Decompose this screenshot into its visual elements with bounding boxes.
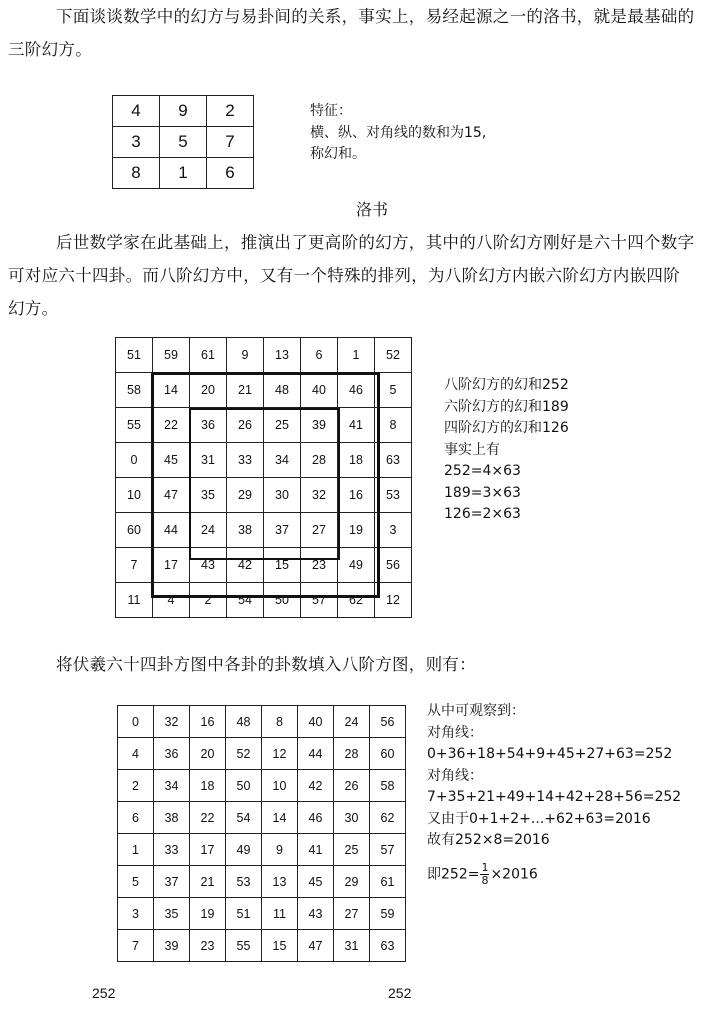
magic-square-cell: 12 bbox=[375, 583, 412, 618]
grid-row bbox=[116, 338, 412, 373]
magic-square-cell: 15 bbox=[264, 548, 301, 583]
magic-square-cell: 60 bbox=[116, 513, 153, 548]
fuxi-square-cell: 3 bbox=[118, 898, 154, 930]
magic-square-cell: 14 bbox=[153, 373, 190, 408]
fuxi-square-cell: 57 bbox=[370, 834, 406, 866]
fraction bbox=[480, 862, 489, 887]
fuxi-note: 从中可观察到： bbox=[427, 703, 525, 719]
fuxi-square-cell: 35 bbox=[154, 898, 190, 930]
luoshu-cell: 8 bbox=[113, 158, 160, 189]
fuxi-square-cell: 45 bbox=[298, 866, 334, 898]
fuxi-square-cell: 13 bbox=[262, 866, 298, 898]
magic-square-cell: 27 bbox=[301, 513, 338, 548]
fuxi-square-cell: 38 bbox=[154, 802, 190, 834]
magic-square-cell: 45 bbox=[153, 443, 190, 478]
magic-square-cell: 28 bbox=[301, 443, 338, 478]
fuxi-square-cell: 63 bbox=[370, 930, 406, 962]
fuxi-square-8-grid bbox=[117, 705, 406, 962]
fuxi-square-cell: 14 bbox=[262, 802, 298, 834]
fuxi-square-cell: 58 bbox=[370, 770, 406, 802]
fuxi-note: 对角线： bbox=[427, 724, 483, 741]
fuxi-square-cell: 40 bbox=[298, 706, 334, 738]
magic-square-cell: 50 bbox=[264, 583, 301, 618]
fuxi-square-cell: 7 bbox=[118, 930, 154, 962]
magic-square-cell: 8 bbox=[375, 408, 412, 443]
fuxi-square-cell: 19 bbox=[190, 898, 226, 930]
fuxi-square-cell: 44 bbox=[298, 738, 334, 770]
paragraph-2-line-3: 幻方。 bbox=[8, 299, 59, 318]
paragraph-2-line-2: 可对应六十四卦。而八阶幻方中，又有一个特殊的排列，为八阶幻方内嵌六阶幻方内嵌四阶 bbox=[8, 266, 680, 285]
luoshu-cell: 6 bbox=[207, 158, 254, 189]
magic-square-cell: 47 bbox=[153, 478, 190, 513]
fuxi-square-cell: 16 bbox=[190, 706, 226, 738]
magic-square-cell: 30 bbox=[264, 478, 301, 513]
magic-square-cell: 51 bbox=[116, 338, 153, 373]
magic-square-cell: 13 bbox=[264, 338, 301, 373]
magic-square-cell: 33 bbox=[227, 443, 264, 478]
fuxi-note: 0+36+18+54+9+45+27+63=252 bbox=[427, 746, 673, 762]
fuxi-square-cell: 5 bbox=[118, 866, 154, 898]
fuxi-square-cell: 20 bbox=[190, 738, 226, 770]
fuxi-square-cell: 60 bbox=[370, 738, 406, 770]
fuxi-square-cell: 48 bbox=[226, 706, 262, 738]
grid-row bbox=[118, 802, 406, 834]
fuxi-square-cell: 41 bbox=[298, 834, 334, 866]
fuxi-square-cell: 6 bbox=[118, 802, 154, 834]
magic-square-cell: 5 bbox=[375, 373, 412, 408]
luoshu-caption: 洛书 bbox=[356, 200, 389, 219]
fuxi-square-cell: 9 bbox=[262, 834, 298, 866]
fuxi-square-cell: 59 bbox=[370, 898, 406, 930]
magic-square-8-grid bbox=[115, 337, 412, 618]
magic-square-cell: 46 bbox=[338, 373, 375, 408]
paragraph-3-text: 将伏羲六十四卦方图中各卦的卦数填入八阶方图，则有： bbox=[56, 655, 476, 674]
fuxi-square-cell: 34 bbox=[154, 770, 190, 802]
fuxi-square-cell: 1 bbox=[118, 834, 154, 866]
magic-square-cell: 23 bbox=[301, 548, 338, 583]
magic-square-cell: 52 bbox=[375, 338, 412, 373]
magic-square-cell: 16 bbox=[338, 478, 375, 513]
luoshu-cell: 4 bbox=[113, 96, 160, 127]
magic-square-cell: 20 bbox=[190, 373, 227, 408]
magic-square-cell: 2 bbox=[190, 583, 227, 618]
magic-square-cell: 34 bbox=[264, 443, 301, 478]
magic-square-cell: 4 bbox=[153, 583, 190, 618]
magic-square-notes bbox=[444, 375, 569, 526]
magic-note: 126=2×63 bbox=[444, 506, 521, 522]
magic-square-cell: 44 bbox=[153, 513, 190, 548]
grid-row bbox=[113, 96, 254, 127]
magic-square-cell: 9 bbox=[227, 338, 264, 373]
grid-row bbox=[116, 548, 412, 583]
fuxi-square-cell: 52 bbox=[226, 738, 262, 770]
magic-square-cell: 53 bbox=[375, 478, 412, 513]
fuxi-square-cell: 46 bbox=[298, 802, 334, 834]
fuxi-square-cell: 30 bbox=[334, 802, 370, 834]
magic-square-cell: 35 bbox=[190, 478, 227, 513]
main-diagonal-sum-label: 252 bbox=[388, 985, 412, 1001]
magic-note: 189=3×63 bbox=[444, 484, 521, 501]
magic-square-cell: 26 bbox=[227, 408, 264, 443]
magic-square-cell: 59 bbox=[153, 338, 190, 373]
fuxi-square-cell: 8 bbox=[262, 706, 298, 738]
fuxi-square-cell: 2 bbox=[118, 770, 154, 802]
magic-square-cell: 24 bbox=[190, 513, 227, 548]
fraction-numerator: 1 bbox=[481, 860, 489, 874]
magic-square-cell: 7 bbox=[116, 548, 153, 583]
luoshu-cell: 1 bbox=[160, 158, 207, 189]
luoshu-note: 特征： bbox=[310, 103, 352, 119]
magic-square-cell: 10 bbox=[116, 478, 153, 513]
fuxi-square-cell: 28 bbox=[334, 738, 370, 770]
magic-square-cell: 11 bbox=[116, 583, 153, 618]
fuxi-note: 对角线： bbox=[427, 767, 483, 784]
fuxi-square-cell: 10 bbox=[262, 770, 298, 802]
magic-square-cell: 37 bbox=[264, 513, 301, 548]
magic-square-cell: 21 bbox=[227, 373, 264, 408]
fuxi-square-cell: 31 bbox=[334, 930, 370, 962]
magic-square-cell: 0 bbox=[116, 443, 153, 478]
grid-row bbox=[118, 866, 406, 898]
fuxi-final-equation bbox=[427, 862, 681, 887]
fuxi-square-cell: 4 bbox=[118, 738, 154, 770]
magic-square-cell: 36 bbox=[190, 408, 227, 443]
intro-line-1: 下面谈谈数学中的幻方与易卦间的关系，事实上，易经起源之一的洛书，就是最基础的 bbox=[56, 7, 695, 26]
luoshu-cell: 2 bbox=[207, 96, 254, 127]
fuxi-note: 故有252×8=2016 bbox=[427, 832, 550, 848]
luoshu-cell: 3 bbox=[113, 127, 160, 158]
fuxi-square-cell: 55 bbox=[226, 930, 262, 962]
magic-square-cell: 31 bbox=[190, 443, 227, 478]
fuxi-square-cell: 47 bbox=[298, 930, 334, 962]
fuxi-square-cell: 25 bbox=[334, 834, 370, 866]
grid-row bbox=[116, 513, 412, 548]
grid-row bbox=[116, 443, 412, 478]
fuxi-square-cell: 21 bbox=[190, 866, 226, 898]
fuxi-square-cell: 17 bbox=[190, 834, 226, 866]
luoshu-note: 横、纵、对角线的数和为15, bbox=[310, 124, 487, 141]
luoshu-grid bbox=[112, 95, 254, 189]
magic-square-cell: 42 bbox=[227, 548, 264, 583]
anti-diagonal-sum-label: 252 bbox=[92, 985, 116, 1001]
magic-square-cell: 56 bbox=[375, 548, 412, 583]
magic-square-cell: 41 bbox=[338, 408, 375, 443]
fraction-denominator: 8 bbox=[481, 873, 489, 887]
paragraph-3 bbox=[8, 648, 698, 681]
magic-square-cell: 38 bbox=[227, 513, 264, 548]
grid-row bbox=[116, 408, 412, 443]
luoshu-notes bbox=[310, 101, 486, 166]
fuxi-note: 又由于0+1+2+...+62+63=2016 bbox=[427, 810, 651, 827]
magic-square-cell: 49 bbox=[338, 548, 375, 583]
magic-note: 事实上有 bbox=[444, 441, 500, 458]
grid-row bbox=[118, 898, 406, 930]
fuxi-square-cell: 33 bbox=[154, 834, 190, 866]
fuxi-note: 7+35+21+49+14+42+28+56=252 bbox=[427, 789, 682, 805]
magic-square-cell: 55 bbox=[116, 408, 153, 443]
magic-square-cell: 29 bbox=[227, 478, 264, 513]
fuxi-square-cell: 61 bbox=[370, 866, 406, 898]
magic-note: 八阶幻方的幻和252 bbox=[444, 377, 569, 393]
fuxi-square-cell: 12 bbox=[262, 738, 298, 770]
paragraph-2 bbox=[8, 226, 698, 325]
final-prefix: 即252= bbox=[427, 866, 480, 882]
fuxi-square-cell: 62 bbox=[370, 802, 406, 834]
magic-square-cell: 17 bbox=[153, 548, 190, 583]
grid-row bbox=[118, 770, 406, 802]
magic-square-cell: 39 bbox=[301, 408, 338, 443]
fuxi-square-cell: 56 bbox=[370, 706, 406, 738]
luoshu-cell: 7 bbox=[207, 127, 254, 158]
luoshu-note: 称幻和。 bbox=[310, 146, 366, 162]
final-suffix: ×2016 bbox=[490, 866, 538, 882]
magic-square-cell: 32 bbox=[301, 478, 338, 513]
fuxi-square-cell: 39 bbox=[154, 930, 190, 962]
fuxi-square-cell: 51 bbox=[226, 898, 262, 930]
intro-paragraph bbox=[8, 0, 698, 66]
fuxi-notes bbox=[427, 701, 681, 887]
magic-note: 252=4×63 bbox=[444, 463, 521, 479]
grid-row bbox=[113, 158, 254, 189]
luoshu-cell: 5 bbox=[160, 127, 207, 158]
magic-square-cell: 43 bbox=[190, 548, 227, 583]
fuxi-square-cell: 50 bbox=[226, 770, 262, 802]
intro-line-2: 三阶幻方。 bbox=[8, 40, 92, 59]
fuxi-square-cell: 27 bbox=[334, 898, 370, 930]
fuxi-square-cell: 22 bbox=[190, 802, 226, 834]
fuxi-square-cell: 32 bbox=[154, 706, 190, 738]
fuxi-square-cell: 18 bbox=[190, 770, 226, 802]
luoshu-cell: 9 bbox=[160, 96, 207, 127]
grid-row bbox=[118, 706, 406, 738]
fuxi-square-cell: 53 bbox=[226, 866, 262, 898]
fuxi-square-cell: 36 bbox=[154, 738, 190, 770]
fuxi-square-cell: 29 bbox=[334, 866, 370, 898]
grid-row bbox=[118, 738, 406, 770]
magic-square-cell: 22 bbox=[153, 408, 190, 443]
fuxi-square-cell: 15 bbox=[262, 930, 298, 962]
magic-square-cell: 63 bbox=[375, 443, 412, 478]
magic-square-cell: 58 bbox=[116, 373, 153, 408]
fuxi-square-cell: 24 bbox=[334, 706, 370, 738]
magic-square-cell: 25 bbox=[264, 408, 301, 443]
fuxi-square-cell: 42 bbox=[298, 770, 334, 802]
fuxi-square-cell: 37 bbox=[154, 866, 190, 898]
magic-square-cell: 48 bbox=[264, 373, 301, 408]
fuxi-square-cell: 23 bbox=[190, 930, 226, 962]
magic-square-cell: 61 bbox=[190, 338, 227, 373]
fuxi-square-cell: 54 bbox=[226, 802, 262, 834]
grid-row bbox=[118, 930, 406, 962]
magic-square-cell: 1 bbox=[338, 338, 375, 373]
magic-square-cell: 62 bbox=[338, 583, 375, 618]
magic-square-cell: 3 bbox=[375, 513, 412, 548]
magic-note: 四阶幻方的幻和126 bbox=[444, 420, 569, 436]
grid-row bbox=[113, 127, 254, 158]
fuxi-square-cell: 0 bbox=[118, 706, 154, 738]
magic-square-cell: 19 bbox=[338, 513, 375, 548]
magic-square-cell: 40 bbox=[301, 373, 338, 408]
magic-square-cell: 18 bbox=[338, 443, 375, 478]
paragraph-2-line-1: 后世数学家在此基础上，推演出了更高阶的幻方，其中的八阶幻方刚好是六十四个数字 bbox=[56, 233, 695, 252]
magic-note: 六阶幻方的幻和189 bbox=[444, 398, 569, 415]
grid-row bbox=[116, 373, 412, 408]
fuxi-square-cell: 49 bbox=[226, 834, 262, 866]
fuxi-square-cell: 11 bbox=[262, 898, 298, 930]
grid-row bbox=[118, 834, 406, 866]
fuxi-square-cell: 43 bbox=[298, 898, 334, 930]
grid-row bbox=[116, 583, 412, 618]
fuxi-square-cell: 26 bbox=[334, 770, 370, 802]
magic-square-cell: 57 bbox=[301, 583, 338, 618]
magic-square-cell: 54 bbox=[227, 583, 264, 618]
magic-square-cell: 6 bbox=[301, 338, 338, 373]
grid-row bbox=[116, 478, 412, 513]
